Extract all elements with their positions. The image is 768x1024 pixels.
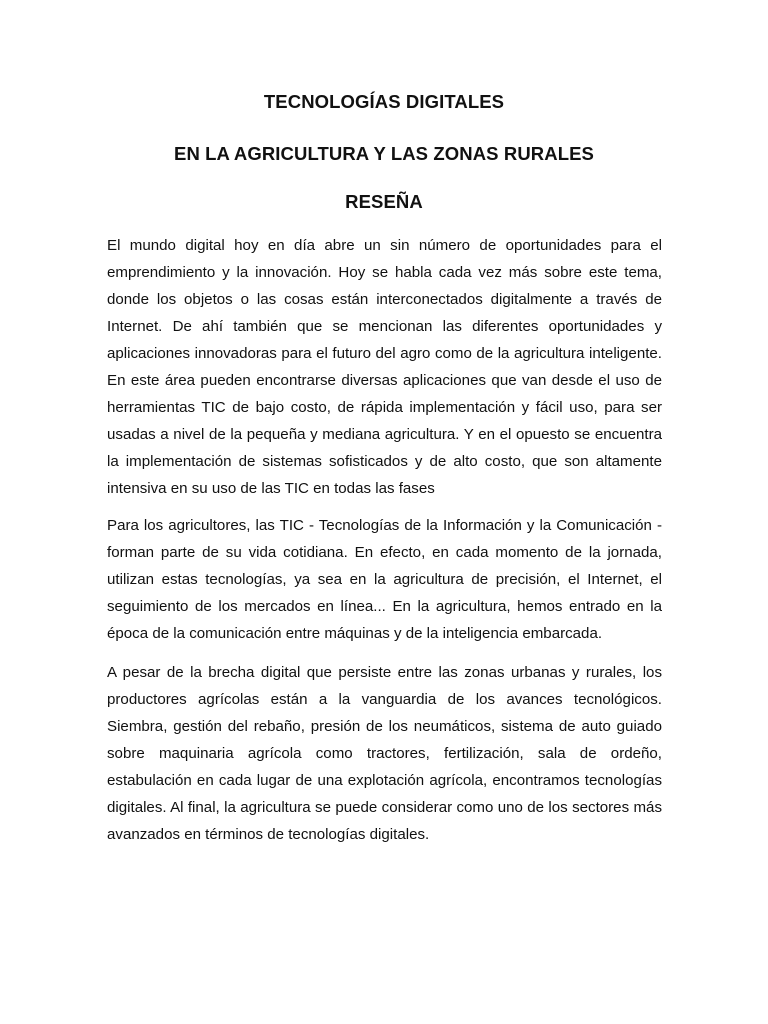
document-title-line-1: TECNOLOGÍAS DIGITALES (263, 91, 505, 112)
paragraph-2-block (107, 512, 662, 647)
paragraph-1: El mundo digital hoy en día abre un sin número de oportunidades para el emprendimiento y la innovación. Hoy se habla cada vez más sobre este tema, donde los objetos o las cosas están interconectados digitalmente a través de Internet. De ahí también que se mencionan las diferentes oportunidades y aplicaciones innovadoras para el futuro del agro como de la agricultura inteligente. En este área pueden encontrarse diversas aplicaciones que van desde el uso de herramientas TIC de bajo costo, de rápida implementación y fácil uso, para ser usadas a nivel de la pequeña y mediana agricultura. Y en el opuesto se encuentra la implementación de sistemas sofisticados y de alto costo, que son altamente intensiva en su uso de las TIC en todas las fases (107, 237, 662, 497)
paragraph-1-block (107, 232, 662, 502)
document-title-line-2: EN LA AGRICULTURA Y LAS ZONAS RURALES (174, 143, 594, 164)
paragraph-3-block (107, 659, 662, 848)
section-heading: RESEÑA (345, 191, 423, 212)
paragraph-3: A pesar de la brecha digital que persiste entre las zonas urbanas y rurales, los productores agrícolas están a la vanguardia de los avances tecnológicos. Siembra, gestión del rebaño, presión de los neumáticos, sistema de auto guiado sobre maquinaria agrícola como tractores, fertilización, sala de ordeño, estabulación en cada lugar de una explotación agrícola, encontramos tecnologías digitales. Al final, la agricultura se puede considerar como uno de los sectores más avanzados en términos de tecnologías digitales. (107, 664, 662, 843)
paragraph-2: Para los agricultores, las TIC - Tecnologías de la Información y la Comunicación - forman parte de su vida cotidiana. En efecto, en cada momento de la jornada, utilizan estas tecnologías, ya sea en la agricultura de precisión, el Internet, el seguimiento de los mercados en línea... En la agricultura, hemos entrado en la época de la comunicación entre máquinas y de la inteligencia embarcada. (107, 517, 662, 642)
